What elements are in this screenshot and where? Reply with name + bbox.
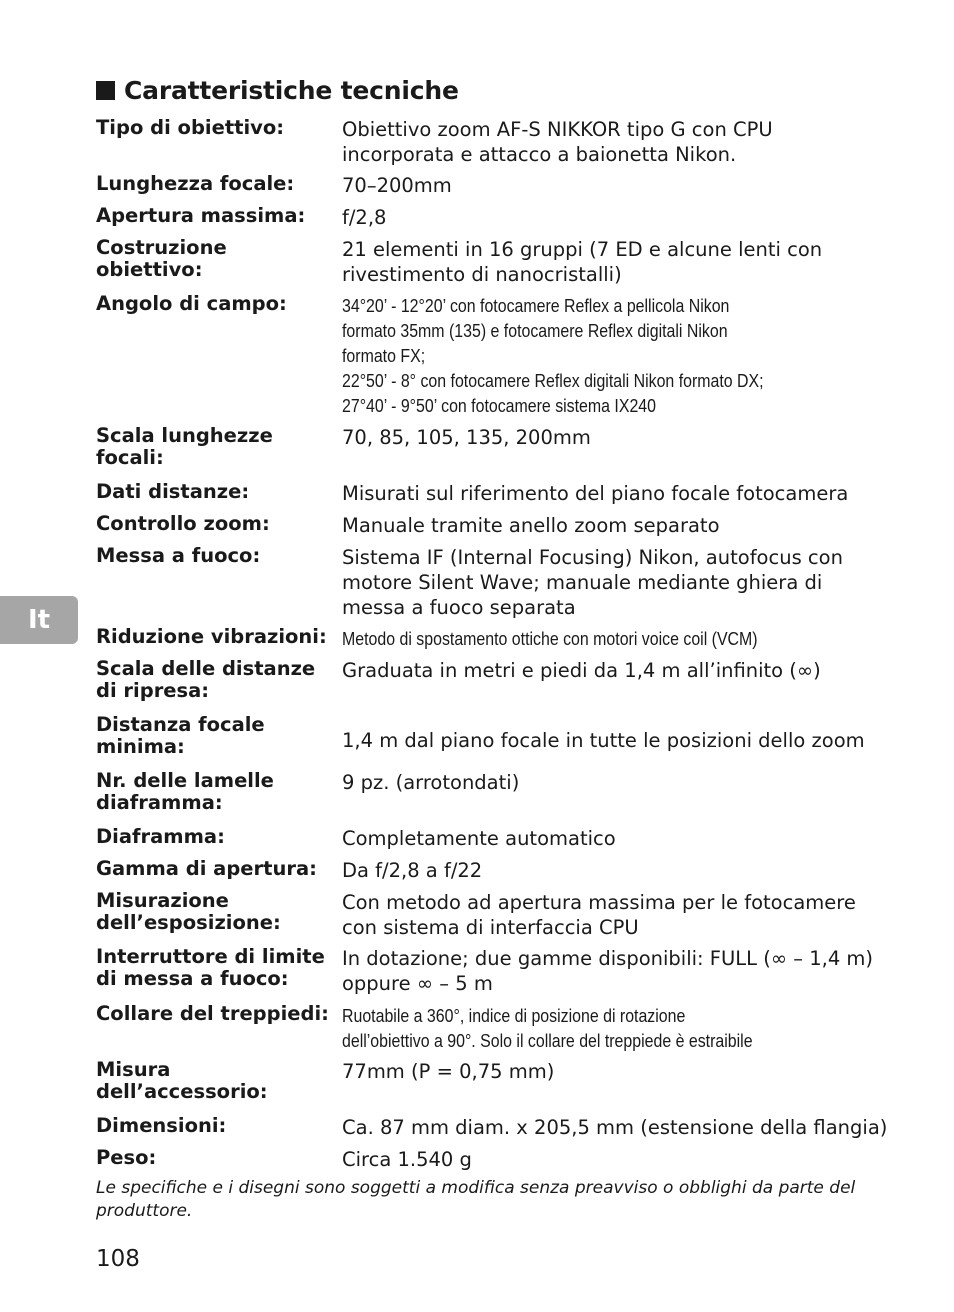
spec-value: In dotazione; due gamme disponibili: FULL (∞ – 1,4 m) oppure ∞ – 5 m <box>342 947 874 995</box>
spec-value: Completamente automatico <box>342 827 616 850</box>
spec-value: Metodo di spostamento ottiche con motori voice coil (VCM) <box>342 628 758 649</box>
spec-value: 70–200mm <box>342 174 452 197</box>
spec-label: Angolo di campo: <box>96 292 287 315</box>
spec-label: Costruzione obiettivo: <box>96 236 227 281</box>
spec-label: Collare del treppiedi: <box>96 1002 329 1025</box>
spec-value: 21 elementi in 16 gruppi (7 ED e alcune lenti con rivestimento di nanocristalli) <box>342 238 823 286</box>
spec-label: Tipo di obiettivo: <box>96 116 285 139</box>
spec-value: Graduata in metri e piedi da 1,4 m all’infinito (∞) <box>342 659 821 682</box>
language-tab <box>0 596 78 644</box>
spec-value: Sistema IF (Internal Focusing) Nikon, autofocus con motore Silent Wave; manuale mediante ghiera di messa a fuoco separata <box>342 546 843 619</box>
spec-label: Lunghezza focale: <box>96 172 295 195</box>
spec-value: Con metodo ad apertura massima per le fotocamere con sistema di interfaccia CPU <box>342 891 856 939</box>
spec-label: Dimensioni: <box>96 1114 227 1137</box>
spec-value: Da f/2,8 a f/22 <box>342 859 483 882</box>
spec-value: Manuale tramite anello zoom separato <box>342 514 720 537</box>
heading-square-bullet <box>96 81 115 100</box>
spec-label: Apertura massima: <box>96 204 306 227</box>
spec-label: Distanza focale minima: <box>96 713 265 758</box>
spec-label: Controllo zoom: <box>96 512 270 535</box>
section-heading <box>96 76 459 105</box>
spec-label: Diaframma: <box>96 825 225 848</box>
spec-label: Gamma di apertura: <box>96 857 317 880</box>
spec-label: Scala delle distanze di ripresa: <box>96 657 316 702</box>
spec-label: Scala lunghezze focali: <box>96 424 273 469</box>
spec-label: Misurazione dell’esposizione: <box>96 889 281 934</box>
language-tab-label: It <box>27 605 51 635</box>
spec-value: 70, 85, 105, 135, 200mm <box>342 426 591 449</box>
disclaimer-note: Le specifiche e i disegni sono soggetti a modifica senza preavviso o obblighi da parte del produttore. <box>96 1178 856 1221</box>
spec-value: f/2,8 <box>342 206 387 229</box>
spec-value: 34°20’ - 12°20’ con fotocamere Reflex a pellicola Nikon formato 35mm (135) e fotocamere Reflex digitali Nikon formato FX; 22°50’ - 8° con fotocamere Reflex digitali Nikon formato DX; 27°40’ - 9°50’ con fotocamere sistema IX240 <box>342 295 764 416</box>
spec-value: Misurati sul riferimento del piano focale fotocamera <box>342 482 849 505</box>
spec-label: Nr. delle lamelle diaframma: <box>96 769 274 814</box>
page-number: 108 <box>96 1246 140 1272</box>
spec-value: 9 pz. (arrotondati) <box>342 771 520 794</box>
spec-label: Peso: <box>96 1146 157 1169</box>
spec-label: Interruttore di limite di messa a fuoco: <box>96 945 325 990</box>
spec-value: Circa 1.540 g <box>342 1148 472 1171</box>
heading-title: Caratteristiche tecniche <box>124 76 459 105</box>
spec-value: Obiettivo zoom AF-S NIKKOR tipo G con CPU incorporata e attacco a baionetta Nikon. <box>342 118 773 166</box>
spec-value: Ruotabile a 360°, indice di posizione di rotazione dell’obiettivo a 90°. Solo il collare del treppiede è estraibile <box>342 1005 753 1051</box>
spec-value: 77mm (P = 0,75 mm) <box>342 1060 555 1083</box>
spec-value: 1,4 m dal piano focale in tutte le posizioni dello zoom <box>342 729 865 752</box>
spec-label: Misura dell’accessorio: <box>96 1058 268 1103</box>
spec-label: Messa a fuoco: <box>96 544 261 567</box>
spec-label: Riduzione vibrazioni: <box>96 625 327 648</box>
spec-label: Dati distanze: <box>96 480 250 503</box>
spec-value: Ca. 87 mm diam. x 205,5 mm (estensione della flangia) <box>342 1116 888 1139</box>
